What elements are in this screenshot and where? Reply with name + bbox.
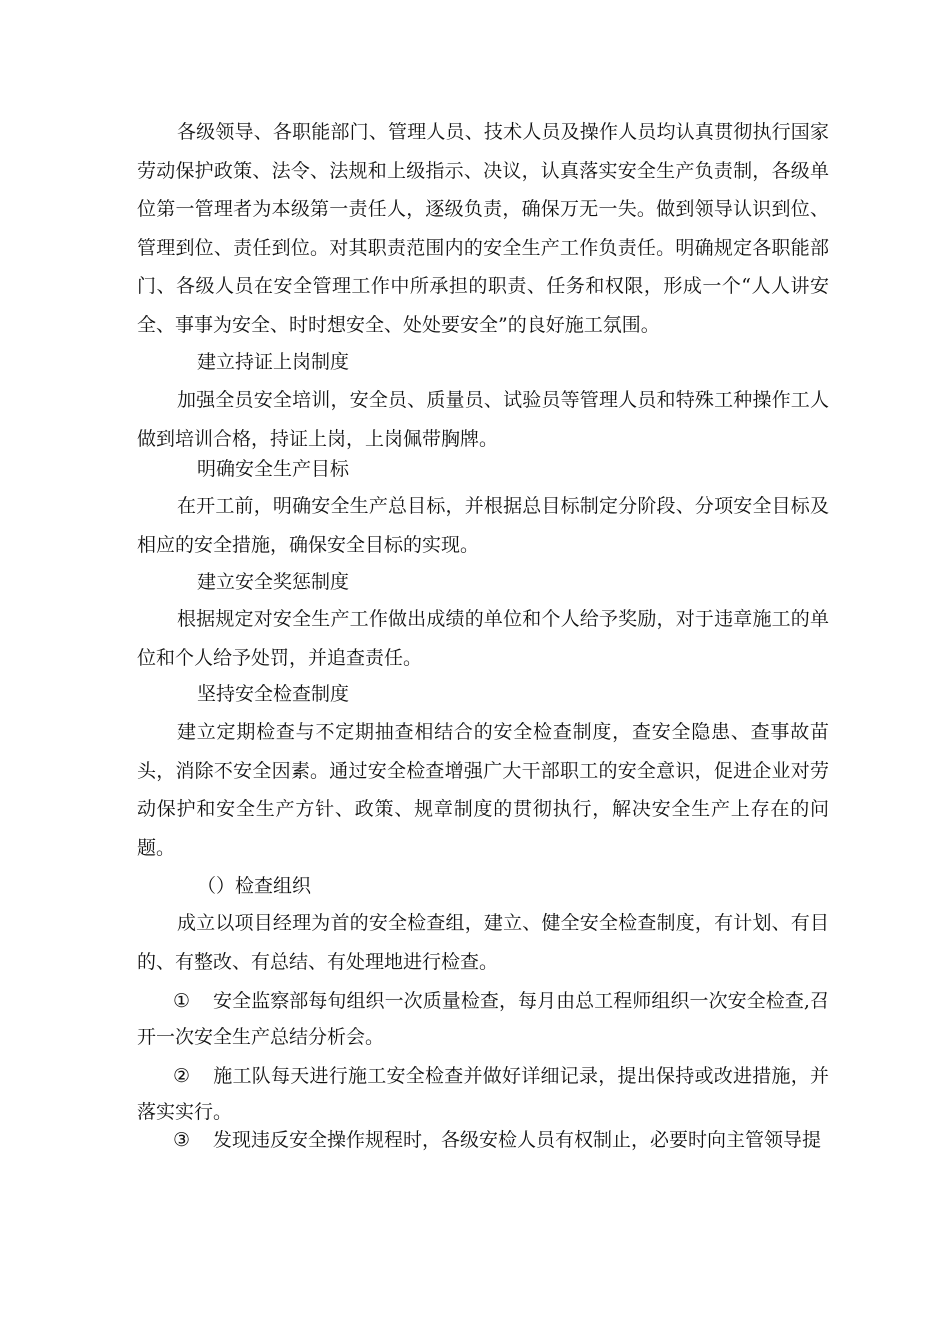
item-text: 安全监察部每旬组织一次质量检查，每月由总工程师组织一次安全检查,召开一次安全生产总结分析会。 [137, 990, 829, 1048]
paragraph-organization: 成立以项目经理为首的安全检查组，建立、健全安全检查制度，有计划、有目的、有整改、有总结、有处理地进行检查。 [137, 912, 829, 973]
heading-safety-inspection: 坚持安全检查制度 [197, 683, 350, 705]
heading-safety-goals: 明确安全生产目标 [197, 458, 350, 480]
item-text: 施工队每天进行施工安全检查并做好详细记录，提出保持或改进措施，并落实实行。 [137, 1065, 829, 1123]
item-text: 发现违反安全操作规程时，各级安检人员有权制止，必要时向主管领导提 [213, 1129, 822, 1151]
paragraph-training: 加强全员安全培训，安全员、质量员、试验员等管理人员和特殊工种操作工人做到培训合格，持证上岗，上岗佩带胸牌。 [137, 389, 829, 450]
paragraph-inspection: 建立定期检查与不定期抽查相结合的安全检查制度，查安全隐患、查事故苗头，消除不安全因素。通过安全检查增强广大干部职工的安全意识，促进企业对劳动保护和安全生产方针、政策、规章制度的贯彻执行，解决安全生产上存在的问题。 [137, 721, 829, 859]
heading-certified-posts: 建立持证上岗制度 [197, 351, 350, 373]
item-number: ① [173, 990, 191, 1012]
heading-inspection-organization: （）检查组织 [197, 875, 312, 897]
list-item [137, 1058, 829, 1130]
paragraph-responsibility: 各级领导、各职能部门、管理人员、技术人员及操作人员均认真贯彻执行国家劳动保护政策、法令、法规和上级指示、决议，认真落实安全生产负责制，各级单位第一管理者为本级第一责任人，逐级负责，确保万无一失。做到领导认识到位、管理到位、责任到位。对其职责范围内的安全生产工作负责任。明确规定各职能部门、各级人员在安全管理工作中所承担的职责、任务和权限，形成一个“人人讲安全、事事为安全、时时想安全、处处要安全”的良好施工氛围。 [137, 121, 829, 336]
item-number: ② [173, 1065, 191, 1087]
paragraph-rewards: 根据规定对安全生产工作做出成绩的单位和个人给予奖励，对于违章施工的单位和个人给予处罚，并追查责任。 [137, 608, 829, 669]
list-item [137, 1122, 829, 1158]
heading-rewards-penalties: 建立安全奖惩制度 [197, 571, 350, 593]
list-item [137, 983, 829, 1055]
paragraph-goals: 在开工前，明确安全生产总目标，并根据总目标制定分阶段、分项安全目标及相应的安全措施，确保安全目标的实现。 [137, 495, 829, 556]
item-number: ③ [173, 1129, 191, 1151]
